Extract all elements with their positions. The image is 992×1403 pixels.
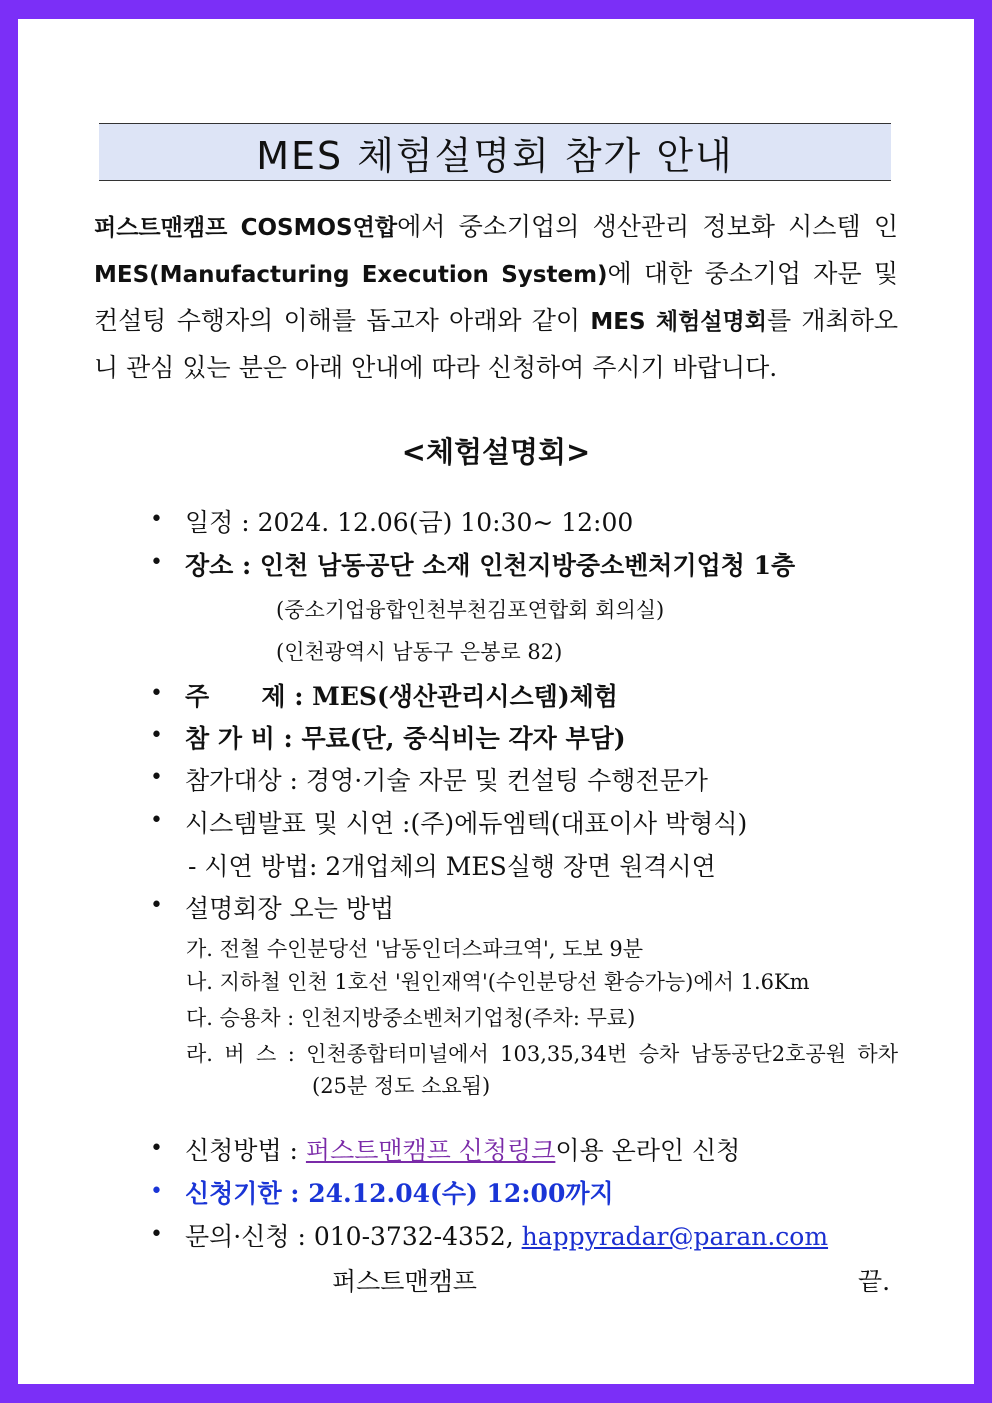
bullet-icon: • bbox=[150, 1179, 163, 1204]
bullet-icon: • bbox=[150, 765, 163, 790]
bullet-icon: • bbox=[150, 507, 163, 532]
signature: 퍼스트맨캠프 bbox=[332, 1267, 477, 1296]
direction-metro: 나. 지하철 인천 1호선 '원인재역'(수인분당선 환승가능)에서 1.6Km bbox=[186, 970, 810, 994]
bullet-icon: • bbox=[150, 723, 163, 748]
direction-subway: 가. 전철 수인분당선 '남동인더스파크역', 도보 9분 bbox=[186, 937, 644, 961]
email-link[interactable]: happyradar@paran.com bbox=[521, 1222, 829, 1251]
intro-text-2: 에 대한 중소기업 자문 및 컨설팅 수행자의 이해를 돕고자 아래와 같이 bbox=[94, 259, 898, 335]
direction-car: 다. 승용차 : 인천지방중소벤처기업청(주차: 무료) bbox=[186, 1006, 636, 1030]
place-sub-1: (중소기업융합인천부천김포연합회 회의실) bbox=[276, 598, 665, 622]
contact-line bbox=[185, 1217, 828, 1253]
bullet-icon: • bbox=[150, 808, 163, 833]
target-line: 참가대상 : 경영·기술 자문 및 컨설팅 수행전문가 bbox=[185, 766, 708, 795]
contact-prefix: 문의·신청 : 010-3732-4352, bbox=[185, 1222, 522, 1251]
page-title: MES 체험설명회 참가 안내 bbox=[99, 123, 891, 181]
presenter-line: 시스템발표 및 시연 :(주)에듀엠텍(대표이사 박형식) bbox=[185, 809, 748, 838]
place-line: 장소 : 인천 남동공단 소재 인천지방중소벤처기업청 1층 bbox=[185, 551, 796, 580]
direction-bus-time: (25분 정도 소요됨) bbox=[312, 1074, 491, 1098]
apply-prefix: 신청방법 : bbox=[185, 1136, 306, 1165]
place-sub-2: (인천광역시 남동구 은봉로 82) bbox=[276, 640, 563, 664]
demo-method-line: - 시연 방법: 2개업체의 MES실행 장면 원격시연 bbox=[188, 852, 716, 881]
apply-link[interactable]: 퍼스트맨캠프 신청링크 bbox=[305, 1136, 556, 1165]
schedule-line: 일정 : 2024. 12.06(금) 10:30~ 12:00 bbox=[185, 508, 634, 537]
bullet-icon: • bbox=[150, 681, 163, 706]
apply-suffix: 이용 온라인 신청 bbox=[555, 1136, 741, 1165]
fee-line: 참 가 비 : 무료(단, 중식비는 각자 부담) bbox=[185, 724, 626, 753]
event-name: MES 체험설명회 bbox=[590, 309, 767, 335]
section-subtitle: <체험설명회> bbox=[401, 435, 591, 469]
org-name: 퍼스트맨캠프 COSMOS연합 bbox=[94, 215, 398, 241]
bullet-icon: • bbox=[150, 1136, 163, 1161]
directions-title: 설명회장 오는 방법 bbox=[185, 894, 395, 923]
apply-line bbox=[185, 1131, 740, 1167]
bullet-icon: • bbox=[150, 893, 163, 918]
theme-line: 주 제 : MES(생산관리시스템)체험 bbox=[185, 682, 618, 711]
intro-text-3: 를 개최하오니 관심 있는 분은 아래 안내에 따라 신청하여 주시기 바랍니다. bbox=[94, 306, 898, 382]
intro-text-1: 에서 중소기업의 생산관리 정보화 시스템 인 bbox=[397, 212, 898, 241]
bullet-icon: • bbox=[150, 1222, 163, 1247]
mes-full-name: MES(Manufacturing Execution System) bbox=[94, 262, 608, 288]
bullet-icon: • bbox=[150, 550, 163, 575]
intro-paragraph bbox=[94, 204, 898, 390]
end-mark: 끝. bbox=[858, 1267, 891, 1296]
deadline-line: 신청기한 : 24.12.04(수) 12:00까지 bbox=[185, 1179, 614, 1208]
direction-bus: 라. 버 스 : 인천종합터미널에서 103,35,34번 승차 남동공단2호공원 하차 bbox=[186, 1042, 898, 1066]
